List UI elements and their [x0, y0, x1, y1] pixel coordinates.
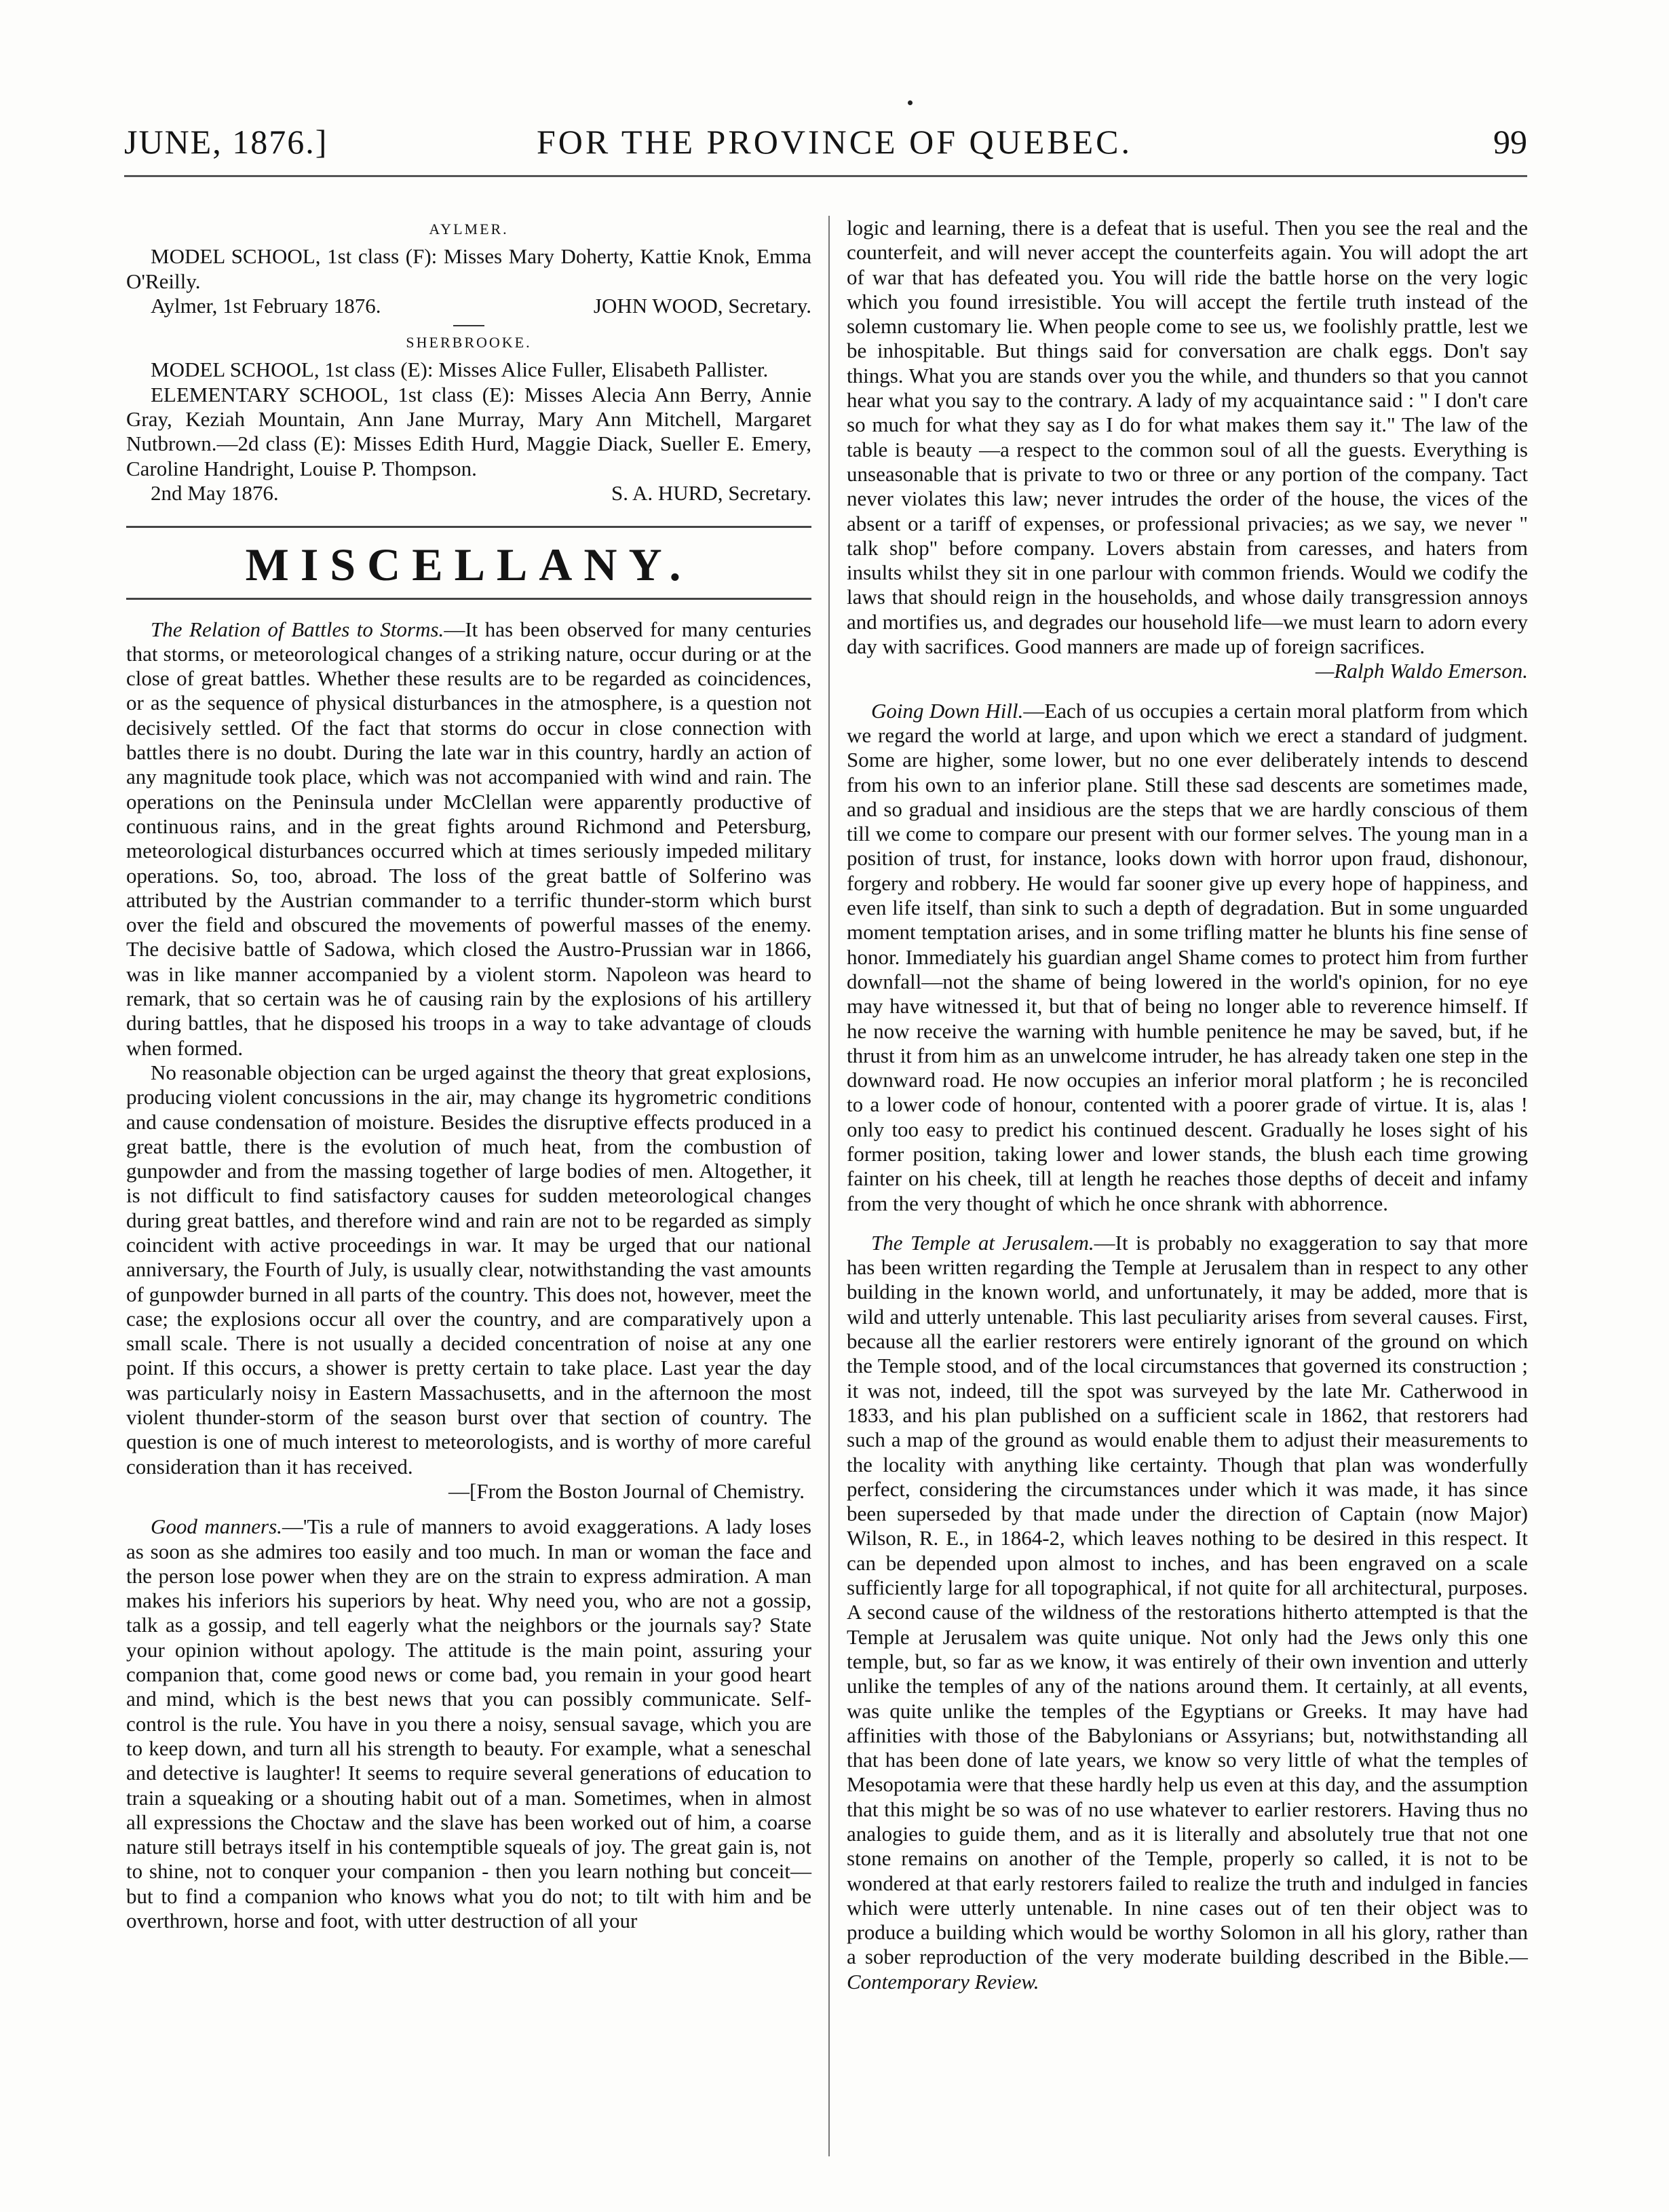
manners-paragraph: [126, 1514, 811, 1933]
page-number: 99: [1493, 123, 1527, 161]
spacer: [126, 1504, 811, 1514]
sherbrooke-signature: [126, 481, 811, 506]
aylmer-signature: [126, 294, 811, 318]
left-column: [126, 216, 811, 1933]
section-divider: [453, 325, 484, 326]
column-divider: [828, 216, 830, 2156]
storms-paragraph: [126, 617, 811, 1061]
sherbrooke-heading: SHERBROOKE.: [406, 334, 532, 351]
aylmer-model-school: MODEL SCHOOL, 1st class (F): Misses Mary Doherty, Kattie Knok, Emma O'Reilly.: [126, 244, 811, 293]
aylmer-heading: AYLMER.: [429, 221, 509, 237]
sherbrooke-date: 2nd May 1876.: [151, 480, 279, 505]
temple-text: —It is probably no exaggeration to say that more has been written regarding the Temple at Jerusalem than in respect to any other building in the known world, and unfortunately, it may be added, more that is wild and utterly untenable. This last peculiarity arises from several causes. First, because all the earlier restorers were entirely ignorant of the ground on which the Temple stood, and of the local circumstances that governed its construction ; it was not, indeed, till the spot was surveyed by the late Mr. Catherwood in 1833, and his plan published on a sufficient scale in 1862, that restorers had such a map of the ground as would enable them to adjust their measurements to the locality with anything like certainty. Though that plan was wonderfully perfect, considering the circumstances under which it was made, it has since been superseded by that made under the direction of Captain (now Major) Wilson, R. E., in 1864-2, which leaves nothing to be desired in this respect. It can be depended upon almost to inches, and has been engraved on a scale sufficiently large for all topographical, if not quite for all architectural, purposes. A second cause of the wildness of the restorations hitherto attempted is that the Temple at Jerusalem was quite unique. Not only had the Jews only this one temple, but, so far as we know, it was entirely of their own invention and utterly unlike the temples of any of the nations around them. It certainly, at all events, was quite unlike the temples of the Egyptians or Greeks. It may have had affinities with those of the Babylonians or Assyrians; but, notwithstanding all that has been done of late years, we know so very little of what the temples of Mesopotamia were that these hardly help us even at this day, and the assumption that this might be so was of no use whatever to earlier restorers. Having thus no analogies to guide them, and as it is literally and absolutely true that not one stone remains on another of the Temple, properly so called, it is not to be wondered at that early restorers failed to realize the truth and indulged in fancies which were utterly untenable. In nine cases out of ten their object was to produce a building which would be worthy Solomon in all his glory, rather than a sober reproduction of the very moderate building described in the Bible.: [847, 1230, 1529, 1969]
miscellany-bottom-rule: [126, 598, 811, 600]
header-title: FOR THE PROVINCE OF QUEBEC.: [537, 123, 1132, 161]
header-rule: [124, 175, 1527, 177]
storms-title: The Relation of Battles to Storms.: [151, 617, 444, 641]
miscellany-title: MISCELLANY.: [245, 539, 693, 591]
manners-text: —'Tis a rule of manners to avoid exaggerations. A lady loses as soon as she admires too easily and too much. In man or woman the face and the person lose power when they are on the strain to express admiration. A man makes his inferiors his superiors by heat. Why need you, who are not a gossip, talk as a gossip, and tell eagerly what the neighbors or the journals say? State your opinion without apology. The attitude is the main point, assuring your companion that, come good news or come bad, you remain in your good heart and mind, which is the best news that you can possibly communicate. Self-control is the rule. You have in you there a noisy, sensual savage, which you are to keep down, and turn all his strength to beauty. For example, what a seneschal and detective is laughter! It seems to require several generations of education to train a squeaking or a shouting habit out of a man. Sometimes, when in almost all expressions the Choctaw and the slave has been worked out of him, a coarse nature still betrays itself in his contemptible squeals of joy. The great gain is, not to shine, not to conquer your companion - then you learn nothing but conceit—but to find a companion who knows what you do not; to tilt with him and be overthrown, horse and foot, with utter destruction of all your: [126, 1514, 811, 1932]
sherbrooke-model-school: MODEL SCHOOL, 1st class (E): Misses Alice Fuller, Elisabeth Pallister.: [151, 358, 769, 382]
temple-paragraph: [847, 1231, 1528, 1994]
manners-continuation: logic and learning, there is a defeat that is useful. Then you see the real and the counterfeit, and will never accept the counterfeits again. You will adopt the art of war that has defeated you. You will ride the battle horse on the very logic which you found irresistible. You will accept the fertile truth instead of the solemn customary lie. When people come to see us, we foolishly prattle, lest we be inhospitable. But things said for conversation are chalk eggs. Don't say things. What you are stands over you the while, and thunders so that you cannot hear what you say to the contrary. A lady of my acquaintance said : " I don't care so much for what they say as I do for what makes them say it." The law of the table is beauty —a respect to the common soul of all the guests. Everything is unseasonable that is private to two or three or any portion of the company. Tact never violates this law; never intrudes the order of the house, the vices of the absent or a tariff of expenses, or professional privacies; as we say, we never " talk shop" before company. Lovers abstain from caresses, and haters from insults whilst they sit in one parlour with common friends. Would we codify the laws that should reign in the households, and whose daily transgression annoys and mortifies us, and degrades our household life—we must learn to adorn every day with sacrifices. Good manners are made up of foreign sacrifices.: [847, 216, 1528, 659]
temple-title: The Temple at Jerusalem.: [871, 1230, 1094, 1255]
hill-title: Going Down Hill.: [871, 698, 1024, 723]
manners-source-text: —Ralph Waldo Emerson.: [1315, 659, 1528, 683]
aylmer-date: Aylmer, 1st February 1876.: [151, 293, 381, 318]
miscellany-top-rule: [126, 526, 811, 528]
storms-source: —[From the Boston Journal of Chemistry.: [448, 1479, 805, 1503]
header-date: JUNE, 1876.]: [124, 123, 328, 161]
aylmer-secretary: JOHN WOOD, Secretary.: [593, 293, 811, 318]
manners-source: [847, 659, 1528, 683]
storms-text: —It has been observed for many centuries that storms, or meteorological changes of a striking nature, occur during or at the close of great battles. Whether these results are to be regarded as coincidences, or as the sequence of physical disturbances in the atmosphere, is a question not decisively settled. Of the fact that storms do occur in close connection with battles there is no doubt. During the late war in this country, hardly an action of any magnitude took place, which was not accompanied with wind and rain. The operations on the Peninsula under McClellan were apparently productive of continuous rains, and in the great fights around Richmond and Petersburg, meteorological disturbances occurred which at times seriously impeded military operations. So, too, abroad. The loss of the great battle of Solferino was attributed by the Austrian commander to a terrific thunder-storm which burst over the field and obscured the movements of powerful masses of the enemy. The decisive battle of Sadowa, which closed the Austro-Prussian war in 1866, was in like manner accompanied by a violent storm. Napoleon was heard to remark, that so certain was he of causing rain by the explosions of his artillery during battles, that he disposed his troops in a way to take advantage of clouds when formed.: [126, 617, 811, 1060]
spacer: [847, 684, 1528, 699]
temple-source: —Contemporary Review.: [847, 1945, 1528, 1994]
hill-text: —Each of us occupies a certain moral platform from which we regard the world at large, and upon which we erect a standard of judgment. Some are higher, some lower, but no one ever deliberately intends to descend from his own to an inferior plane. Still these sad descents are sometimes made, and so gradual and insidious are the steps that we are hardly conscious of them till we come to compare our present with our former selves. The young man in a position of trust, for instance, looks down with horror upon fraud, dishonour, forgery and robbery. He would far sooner give up every hope of happiness, and even life itself, than sink to such a depth of degradation. But in some unguarded moment temptation arises, and in some trifling matter he blunts his fine sense of honor. Immediately his guardian angel Shame comes to protect him from further downfall—not the shame of being lowered in the world's opinion, for no eye may have witnessed it, but that of being no longer able to reverence himself. If he now receive the warning with humble penitence he may be saved, but, if he thrust it from him as an unwelcome intruder, he has already taken one step in the downward road. He now occupies an inferior moral platform ; he is reconciled to a lower code of honour, contented with a poorer grade of virtue. It is, alas ! only too easy to predict his continued descent. Gradually he loses sight of his former position, taking lower and lower stands, the blush each time growing fainter on his cheek, till at length he reaches those depths of deceit and infamy from the very thought of which he once shrank with abhorrence.: [847, 698, 1528, 1215]
stray-dot: [908, 100, 913, 105]
spacer: [847, 1216, 1528, 1231]
manners-title: Good manners.: [151, 1514, 282, 1539]
page-header: [0, 117, 1669, 174]
sherbrooke-elementary-school: ELEMENTARY SCHOOL, 1st class (E): Misses Alecia Ann Berry, Annie Gray, Keziah Mountain, Ann Jane Murray, Mary Ann Mitchell, Margaret Nutbrown.—2d class (E): Misses Edith Hurd, Maggie Diack, Sueller E. Emery, Caroline Handright, Louise P. Thompson.: [126, 382, 811, 480]
hill-paragraph: [847, 699, 1528, 1216]
sherbrooke-secretary: S. A. HURD, Secretary.: [611, 480, 811, 505]
right-column: [847, 216, 1528, 1994]
storms-paragraph-2: No reasonable objection can be urged against the theory that great explosions, producing violent concussions in the air, may change its hygrometric conditions and cause condensation of moisture. Besides the disruptive effects produced in a great battle, there is the evolution of much heat, from the combustion of gunpowder and from the massing together of large bodies of men. Altogether, it is not difficult to find satisfactory causes for sudden meteorological changes during great battles, and therefore wind and rain are not to be regarded as simply coincident with active proceedings in war. It may be urged that our national anniversary, the Fourth of July, is usually clear, notwithstanding the vast amounts of gunpowder burned in all parts of the country. This does not, however, meet the case; the explosions occur all over the country, and are comparatively upon a small scale. There is not usually a decided concentration of noise at any one point. If this occurs, a shower is pretty certain to take place. Last year the day was particularly noisy in Eastern Massachusetts, and in the afternoon the most violent thunder-storm of the season burst over that section of country. The question is one of much interest to meteorologists, and is worthy of more careful consideration than it has received.: [126, 1060, 811, 1479]
